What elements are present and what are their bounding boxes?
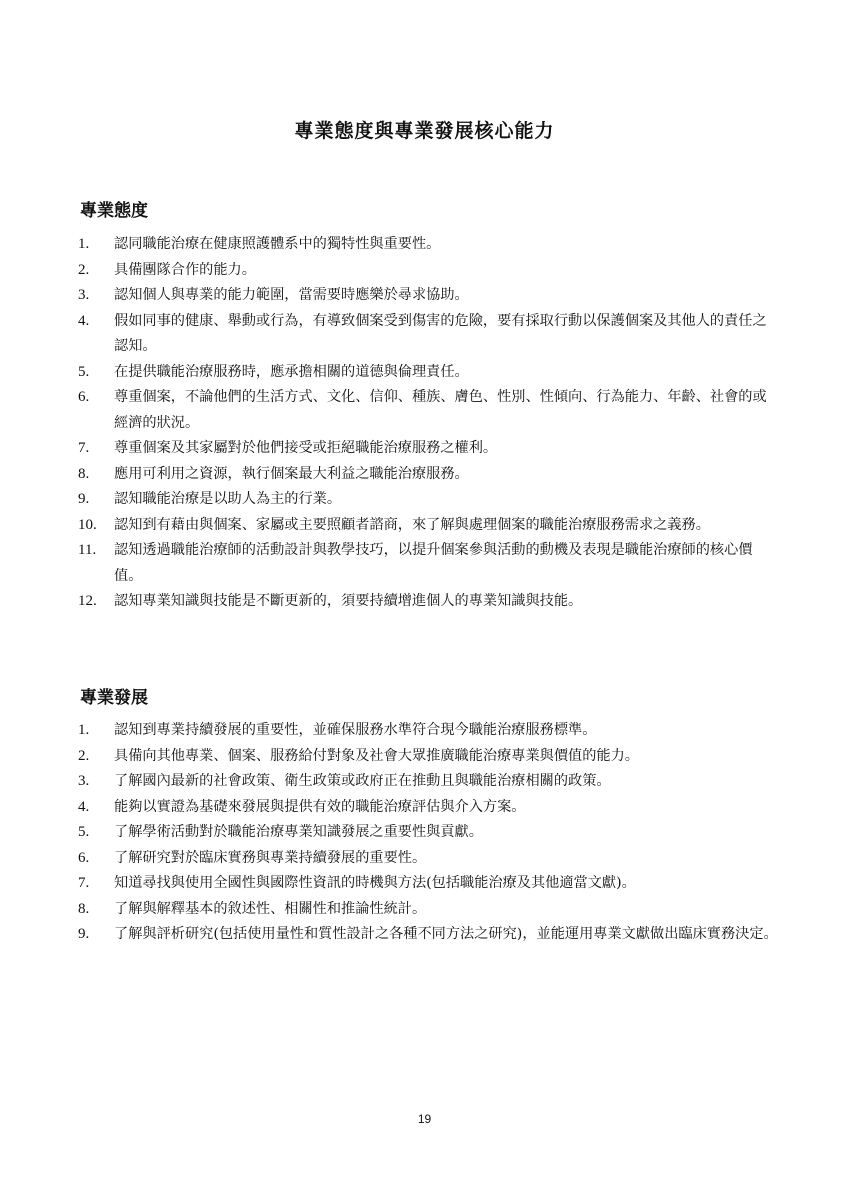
list-item xyxy=(78,871,778,897)
list-item xyxy=(78,232,778,258)
list-item-number: 7. xyxy=(78,440,90,456)
page-number: 19 xyxy=(417,1112,432,1126)
list-item-number: 6. xyxy=(78,389,90,405)
list-item-text: 認知到專業持續發展的重要性，並確保服務水準符合現今職能治療服務標準。 xyxy=(114,722,597,738)
list-item xyxy=(78,309,778,360)
list-item xyxy=(78,795,778,821)
list-item-number: 2. xyxy=(78,747,90,764)
list-item-text: 認同職能治療在健康照護體系中的獨特性與重要性。 xyxy=(114,236,441,252)
list-item-number: 5. xyxy=(78,824,90,840)
list-item xyxy=(78,769,778,795)
development-list xyxy=(78,718,778,948)
list-item-text: 了解學術活動對於職能治療專業知識發展之重要性與貢獻。 xyxy=(114,824,483,840)
list-item-number: 4. xyxy=(78,798,90,815)
list-item xyxy=(78,258,778,284)
list-item-text: 認知到有藉由與個案、家屬或主要照顧者諮商，來了解與處理個案的職能治療服務需求之義務。 xyxy=(114,516,710,533)
list-item-text: 認知透過職能治療師的活動設計與教學技巧，以提升個案參與活動的動機及表現是職能治療師的核心價值。 xyxy=(114,542,753,584)
list-item-text: 假如同事的健康、舉動或行為，有導致個案受到傷害的危險，要有採取行動以保護個案及其他人的責任之認知。 xyxy=(114,312,767,354)
list-item-number: 9. xyxy=(78,491,90,507)
list-item-text: 在提供職能治療服務時，應承擔相關的道德與倫理責任。 xyxy=(114,363,469,380)
list-item-text: 認知個人與專業的能力範圍，當需要時應樂於尋求協助。 xyxy=(114,287,469,303)
list-item xyxy=(78,436,778,462)
list-item-text: 了解研究對於臨床實務與專業持續發展的重要性。 xyxy=(114,849,427,866)
list-item-number: 3. xyxy=(78,773,90,789)
section-heading-development: 專業發展 xyxy=(80,688,148,708)
list-item-text: 認知專業知識與技能是不斷更新的，須要持續增進個人的專業知識與技能。 xyxy=(114,593,583,609)
list-item xyxy=(78,589,778,615)
list-item xyxy=(78,360,778,386)
list-item-text: 了解與解釋基本的敘述性、相關性和推論性統計。 xyxy=(114,900,427,917)
list-item-number: 2. xyxy=(78,261,90,278)
page-title: 專業態度與專業發展核心能力 xyxy=(294,120,555,142)
list-item xyxy=(78,538,778,589)
list-item-text: 了解國內最新的社會政策、衛生政策或政府正在推動且與職能治療相關的政策。 xyxy=(114,773,611,789)
list-item-number: 8. xyxy=(78,465,90,482)
list-item xyxy=(78,513,778,539)
list-item-number: 8. xyxy=(78,900,90,917)
list-item-number: 4. xyxy=(78,312,90,329)
list-item-text: 具備團隊合作的能力。 xyxy=(114,261,256,278)
list-item-text: 認知職能治療是以助人為主的行業。 xyxy=(114,491,342,507)
list-item-number: 7. xyxy=(78,875,90,891)
list-item-number: 1. xyxy=(78,236,90,252)
list-item xyxy=(78,922,778,948)
section-heading-attitude: 專業態度 xyxy=(80,201,148,221)
list-item xyxy=(78,897,778,923)
list-item xyxy=(78,846,778,872)
list-item xyxy=(78,487,778,513)
attitude-list xyxy=(78,232,778,615)
list-item xyxy=(78,462,778,488)
list-item-number: 1. xyxy=(78,722,90,738)
list-item-text: 能夠以實證為基礎來發展與提供有效的職能治療評估與介入方案。 xyxy=(114,798,526,815)
list-item-text: 尊重個案及其家屬對於他們接受或拒絕職能治療服務之權利。 xyxy=(114,440,498,456)
list-item xyxy=(78,820,778,846)
list-item-number: 9. xyxy=(78,926,90,942)
list-item-number: 6. xyxy=(78,849,90,866)
list-item-number: 12. xyxy=(78,593,97,609)
list-item-number: 11. xyxy=(78,542,97,558)
list-item-number: 10. xyxy=(78,516,97,533)
list-item-number: 5. xyxy=(78,363,90,380)
list-item xyxy=(78,718,778,744)
list-item-number: 3. xyxy=(78,287,90,303)
list-item xyxy=(78,744,778,770)
list-item xyxy=(78,283,778,309)
list-item-text: 知道尋找與使用全國性與國際性資訊的時機與方法(包括職能治療及其他適當文獻)。 xyxy=(114,875,636,891)
list-item-text: 了解與評析研究(包括使用量性和質性設計之各種不同方法之研究)，並能運用專業文獻做出臨床實務決定。 xyxy=(114,926,778,942)
list-item-text: 尊重個案，不論他們的生活方式、文化、信仰、種族、膚色、性別、性傾向、行為能力、年齡、社會的或經濟的狀況。 xyxy=(114,389,767,431)
list-item-text: 應用可利用之資源，執行個案最大利益之職能治療服務。 xyxy=(114,465,469,482)
list-item xyxy=(78,385,778,436)
list-item-text: 具備向其他專業、個案、服務給付對象及社會大眾推廣職能治療專業與價值的能力。 xyxy=(114,747,639,764)
